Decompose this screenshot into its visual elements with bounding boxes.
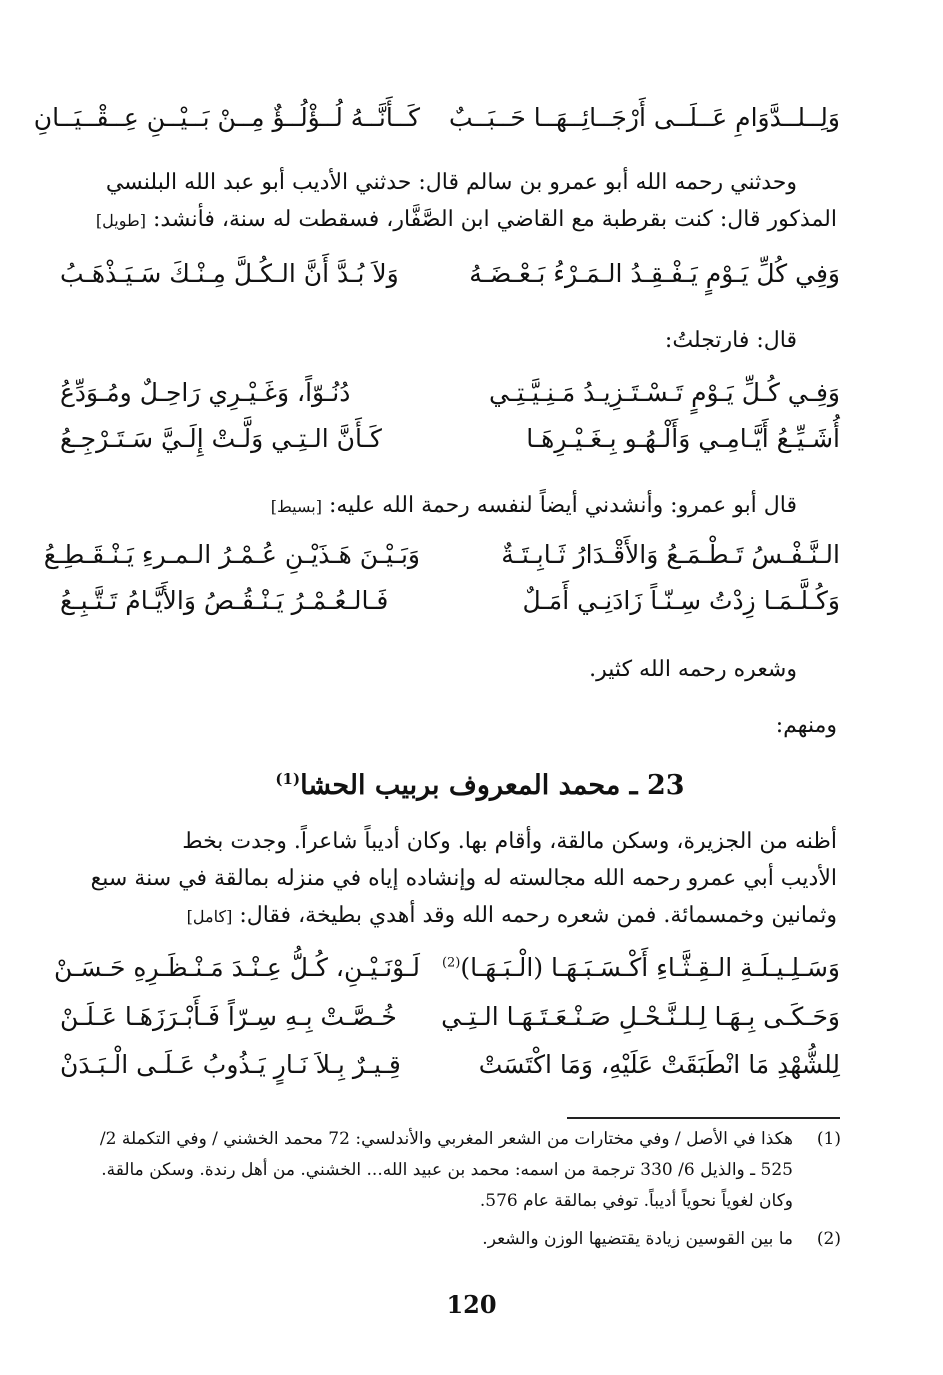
verse-first-hemistich — [441, 952, 840, 982]
verse-second-hemistich: قِـيـرٌ بِـلاَ نَـارٍ يَـذُوبُ عَـلَـى الْـبَـدَنْ — [60, 1049, 401, 1079]
verse-line — [60, 1042, 840, 1086]
paragraph-text: المذكور قال: كنت بقرطبة مع القاضي ابن الصَّفَّار، فسقطت له سنة، فأنشد: — [152, 207, 837, 232]
verse-line — [60, 994, 840, 1038]
paragraph-line: ومنهم: — [775, 713, 837, 738]
footnote-divider — [567, 1117, 840, 1119]
verse-second-hemistich: وَلاَ بُـدَّ أَنَّ الـكُـلَّ مِـنْـكَ سَـيَـذْهَـبُ — [60, 258, 399, 288]
footnote-text: ما بين القوسين زيادة يقتضيها الوزن والشعر. — [482, 1229, 793, 1249]
verse-first-hemistich: وَفِي كُلِّ يَـوْمٍ يَـفْـقِـدُ الـمَـرْءُ بَـعْـضَـهُ — [469, 258, 840, 288]
paragraph-line: الأديب أبي عمرو رحمه الله مجالسته له وإنشاده إياه في منزله بمالقة في سنة سبع — [90, 866, 837, 891]
meter-label: [طويل] — [95, 211, 146, 230]
verse-first-hemistich: الـنَّـفْـسُ تَـطْـمَـعُ وَالأَقْـدَارُ ثَـابِـتَـةٌ — [501, 539, 840, 569]
footnote-text: هكذا في الأصل / وفي مختارات من الشعر المغربي والأندلسي: 72 محمد الخشني / وفي التكملة 2/ — [99, 1129, 793, 1149]
verse-line — [60, 251, 840, 295]
verse-first-hemistich: لِلشُّهْدِ مَا انْطَبَقَتْ عَلَيْهِ، وَمَا اكْتَسَتْ — [478, 1049, 840, 1079]
verse-second-hemistich: وَبَـيْـنَ هَـذَيْـنِ عُـمْـرُ الـمـرءِ يَـنْـقَـطِـعُ — [43, 539, 420, 569]
verse-first-hemistich: وَفِـي كُـلِّ يَـوْمٍ تَـسْـتَـزِيـدُ مَـنِـيَّـتِـي — [489, 377, 840, 407]
paragraph-line: وشعره رحمه الله كثير. — [589, 657, 797, 682]
verse-line — [60, 370, 840, 414]
verse-first-hemistich: وَحَـكَـى بِـهَـا لِـلـنَّـحْـلِ صَـنْـعَـتَـهَـا الـتِـي — [441, 1001, 840, 1031]
footnote-number: (2) — [816, 1229, 841, 1249]
paragraph-line: وحدثني رحمه الله أبو عمرو بن سالم قال: حدثني الأديب أبو عبد الله البلنسي — [105, 170, 797, 195]
verse-line — [53, 945, 840, 989]
page-number: 120 — [446, 1290, 497, 1319]
paragraph-line — [60, 897, 837, 935]
footnote-text: وكان لغوياً نحوياً أديباً. توفي بمالقة عام 576. — [479, 1191, 793, 1211]
paragraph-text: وثمانين وخمسمائة. فمن شعره رحمه الله وقد أهدي بطيخة، فقال: — [239, 903, 837, 928]
verse-line — [33, 95, 840, 139]
entry-heading — [180, 770, 780, 820]
footnote-mark: (2) — [441, 955, 461, 971]
verse-text: وَسَـلِـيـلَـةِ الـقِـثَّـاءِ أَكْـسَـبَـهَـا (الْـبَـهَـا) — [460, 952, 840, 982]
verse-second-hemistich: كَــأَنَّــهُ لُــؤْلُــؤٌ مِــنْ بَــيْــنِ عِــقْــيَــانِ — [33, 102, 420, 132]
meter-label: [كامل] — [186, 907, 233, 926]
verse-second-hemistich: دُنُـوّاً، وَغَـيْـرِي رَاحِـلٌ ومُـوَدِّعُ — [60, 377, 351, 407]
paragraph-line — [60, 487, 797, 525]
verse-line — [43, 532, 840, 576]
verse-line — [60, 578, 840, 622]
footnote-mark: (1) — [275, 770, 301, 788]
verse-second-hemistich: فَـالـعُـمْـرُ يَـنْـقُـصُ وَالأَيَّـامُ تَـتَّـبِـعُ — [60, 585, 389, 615]
paragraph-line — [60, 201, 837, 239]
footnote-text: 525 ـ والذيل 6/ 330 ترجمة من اسمه: محمد بن عبيد الله... الخشني. من أهل رندة. وسكن مالقة. — [101, 1160, 793, 1180]
footnote-number: (1) — [816, 1129, 841, 1149]
verse-first-hemistich: أُشَـيِّـعُ أَيَّـامِـي وَأَلْـهُـو بِـغَـيْـرِهَـا — [526, 423, 840, 453]
entry-heading-text: 23 ـ محمد المعروف بربيب الحشا — [300, 770, 685, 801]
paragraph-text: قال أبو عمرو: وأنشدني أيضاً لنفسه رحمة الله عليه: — [328, 493, 797, 518]
verse-second-hemistich: خُـصَّـتْ بِـهِ سِـرّاً فَـأَبْـرَزَهَـا عَـلَـنْ — [60, 1001, 397, 1031]
verse-line — [60, 416, 840, 460]
paragraph-line: قال: فارتجلتُ: — [664, 328, 797, 353]
verse-first-hemistich: وَكُـلَّـمَـا زِدْتُ سِـنّـاً زَادَنِـي أَمَـلٌ — [522, 585, 840, 615]
verse-first-hemistich: وَلِــلــدَّوَامِ عَــلَــى أَرْجَــائِــهَــا حَــبَــبٌ — [448, 102, 840, 132]
verse-second-hemistich: لَـوْنَـيْـنِ، كُـلُّ عِـنْـدَ مَـنْـظَـرِهِ حَـسَـنْ — [53, 952, 420, 982]
verse-second-hemistich: كَـأَنَّ الـتِـي وَلَّـتْ إِلَـيَّ سَـتَـرْجِـعُ — [60, 423, 382, 453]
meter-label: [بسيط] — [270, 497, 322, 516]
paragraph-line: أظنه من الجزيرة، وسكن مالقة، وأقام بها. وكان أديباً شاعراً. وجدت بخط — [182, 829, 837, 854]
